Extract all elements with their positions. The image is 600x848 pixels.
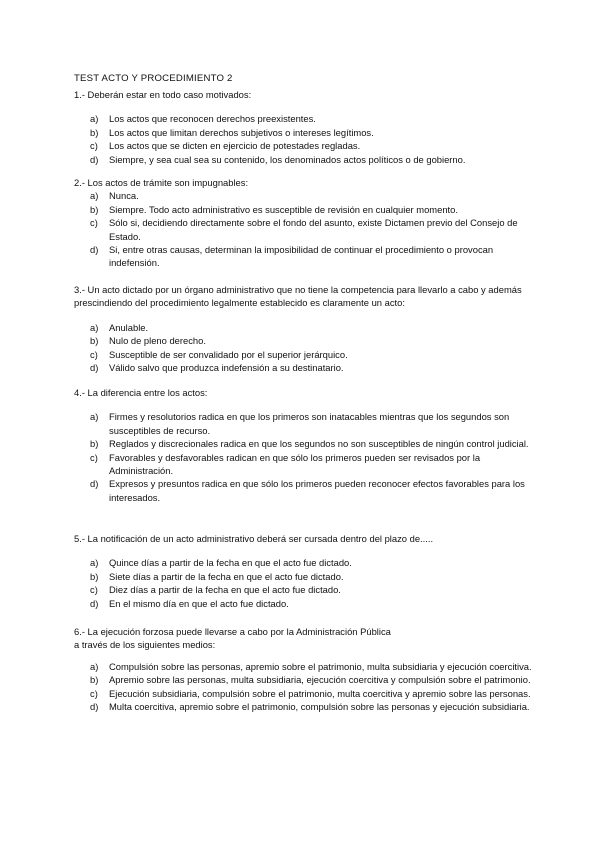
option-d <box>74 477 544 504</box>
option-a <box>74 660 544 673</box>
option-c <box>74 216 544 243</box>
option-letter: b) <box>90 126 99 138</box>
question-4 <box>74 386 544 504</box>
option-text: Firmes y resolutorios radica en que los primeros son inatacables mientras que los segundos son susceptibles de recurso. <box>109 411 510 436</box>
option-letter: d) <box>90 478 99 490</box>
option-text: Reglados y discrecionales radica en que los segundos no son susceptibles de ningún control judicial. <box>109 438 529 450</box>
option-letter: d) <box>90 362 99 374</box>
option-b <box>74 437 544 450</box>
option-text: Favorables y desfavorables radican en que sólo los primeros pueden ser revisados por la Administración. <box>109 451 481 477</box>
option-text: Anulable. <box>109 321 149 333</box>
question-2 <box>74 176 544 270</box>
option-letter: c) <box>90 687 98 699</box>
option-d <box>74 243 544 270</box>
option-text: Si, entre otras causas, determinan la imposibilidad de continuar el procedimiento o provocan indefensión. <box>109 244 494 269</box>
question-3 <box>74 283 544 374</box>
question-prompt: 3.- Un acto dictado por un órgano administrativo que no tiene la competencia para llevarlo a cabo y además prescindiendo del procedimiento legalmente establecido es claramente un acto: <box>74 284 522 309</box>
option-letter: b) <box>90 438 99 450</box>
question-5 <box>74 532 544 610</box>
question-6-options <box>74 660 544 714</box>
question-prompt: 4.- La diferencia entre los actos: <box>74 387 208 398</box>
option-d <box>74 597 544 610</box>
option-text: Los actos que limitan derechos subjetivos o intereses legítimos. <box>109 126 374 138</box>
option-c <box>74 451 544 478</box>
option-letter: b) <box>90 335 99 347</box>
option-text: Multa coercitiva, apremio sobre el patrimonio, compulsión sobre las personas y ejecución subsidiaria. <box>109 701 530 713</box>
option-letter: b) <box>90 203 99 215</box>
option-text: Expresos y presuntos radica en que sólo los primeros pueden reconocer efectos favorables para los interesados. <box>109 478 525 503</box>
option-b <box>74 126 544 139</box>
option-text: Siempre, y sea cual sea su contenido, los denominados actos políticos o de gobierno. <box>109 153 466 165</box>
option-letter: d) <box>90 244 99 256</box>
option-b <box>74 570 544 583</box>
option-text: Susceptible de ser convalidado por el superior jerárquico. <box>109 348 348 360</box>
option-letter: a) <box>90 113 99 125</box>
option-text: Nulo de pleno derecho. <box>109 335 206 347</box>
option-letter: c) <box>90 584 98 596</box>
question-prompt: 6.- La ejecución forzosa puede llevarse a cabo por la Administración Pública a través de los siguientes medios: <box>74 626 391 651</box>
option-letter: a) <box>90 661 99 672</box>
option-letter: c) <box>90 217 98 229</box>
question-prompt: 5.- La notificación de un acto administrativo deberá ser cursada dentro del plazo de..... <box>74 533 434 544</box>
option-text: Válido salvo que produzca indefensión a su destinatario. <box>109 362 344 374</box>
option-text: Los actos que reconocen derechos preexistentes. <box>109 113 316 125</box>
option-text: Diez días a partir de la fecha en que el acto fue dictado. <box>109 584 341 596</box>
option-a <box>74 321 544 334</box>
option-letter: c) <box>90 140 98 152</box>
question-1 <box>74 88 544 166</box>
question-prompt: 1.- Deberán estar en todo caso motivados: <box>74 89 252 100</box>
option-text: Los actos que se dicten en ejercicio de potestades regladas. <box>109 140 361 152</box>
document-title: TEST ACTO Y PROCEDIMIENTO 2 <box>74 73 233 84</box>
option-c <box>74 687 544 700</box>
option-list <box>74 321 544 375</box>
option-list <box>74 410 544 504</box>
option-a <box>74 556 544 569</box>
option-letter: d) <box>90 597 99 609</box>
option-text: Sólo si, decidiendo directamente sobre el fondo del asunto, existe Dictamen previo del Consejo de Estado. <box>109 217 518 242</box>
option-text: Siete días a partir de la fecha en que el acto fue dictado. <box>109 570 344 582</box>
option-text: Apremio sobre las personas, multa subsidiaria, ejecución coercitiva y compulsión sobre el patrimonio. <box>109 674 531 686</box>
option-list <box>74 189 544 269</box>
option-letter: a) <box>90 321 99 333</box>
option-list <box>74 660 544 714</box>
option-a <box>74 410 544 437</box>
option-text: Siempre. Todo acto administrativo es susceptible de revisión en cualquier momento. <box>109 203 458 215</box>
option-d <box>74 153 544 166</box>
option-letter: d) <box>90 701 99 713</box>
option-c <box>74 139 544 152</box>
option-list <box>74 112 544 166</box>
option-letter: b) <box>90 570 99 582</box>
option-c <box>74 583 544 596</box>
option-b <box>74 673 544 686</box>
option-text: Compulsión sobre las personas, apremio sobre el patrimonio, multa subsidiaria y ejecución coercitiva. <box>109 661 532 672</box>
option-letter: d) <box>90 153 99 165</box>
option-text: Quince días a partir de la fecha en que el acto fue dictado. <box>109 557 352 569</box>
option-d <box>74 700 544 713</box>
option-text: Nunca. <box>109 190 139 202</box>
option-text: Ejecución subsidiaria, compulsión sobre el patrimonio, multa coercitiva y apremio sobre las personas. <box>109 687 531 699</box>
option-a <box>74 189 544 202</box>
option-letter: c) <box>90 348 98 360</box>
option-letter: a) <box>90 190 99 202</box>
option-d <box>74 361 544 374</box>
option-letter: a) <box>90 411 99 423</box>
option-b <box>74 203 544 216</box>
question-6 <box>74 625 394 652</box>
option-letter: a) <box>90 557 99 569</box>
option-letter: b) <box>90 674 99 686</box>
option-letter: c) <box>90 451 98 463</box>
option-a <box>74 112 544 125</box>
question-prompt: 2.- Los actos de trámite son impugnables: <box>74 177 249 188</box>
option-text: En el mismo día en que el acto fue dictado. <box>109 597 289 609</box>
option-b <box>74 334 544 347</box>
option-list <box>74 556 544 610</box>
option-c <box>74 348 544 361</box>
